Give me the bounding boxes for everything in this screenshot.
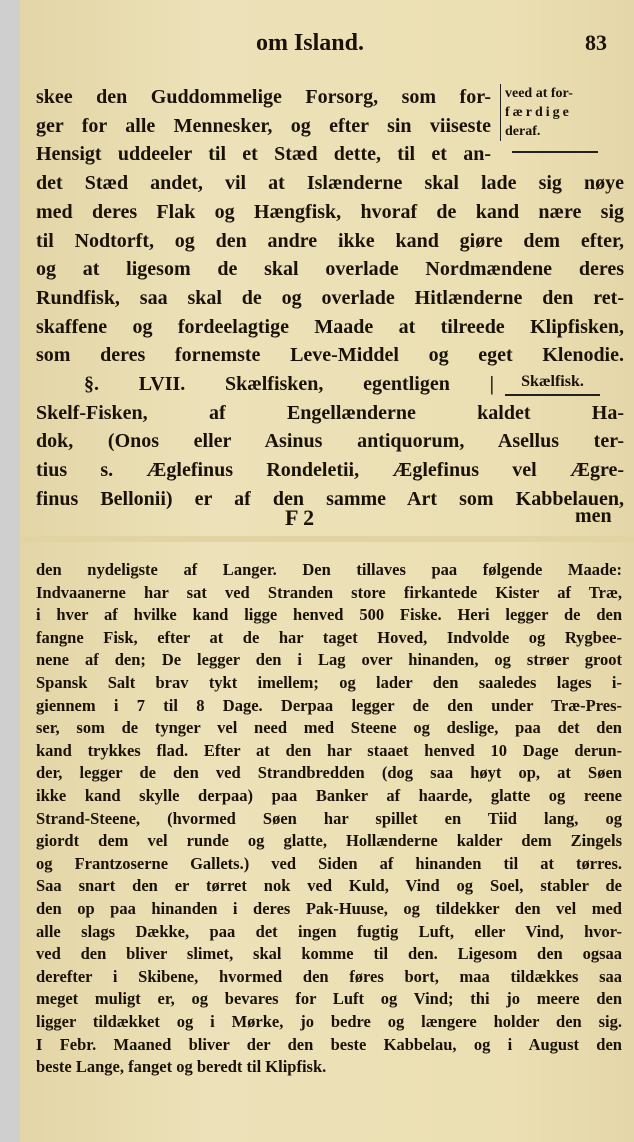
text-line: det Stæd andet, vil at Islænderne skal lade sig nøye xyxy=(36,172,624,195)
text-line: ger for alle Mennesker, og efter sin viiseste xyxy=(36,114,491,137)
text-line: med deres Flak og Hængfisk, hvoraf de kand nære sig xyxy=(36,200,624,223)
margin-note xyxy=(500,84,603,141)
text-line: den nydeligste af Langer. Den tillaves paa følgende Maade: xyxy=(36,560,622,579)
text-line: Strand-Steene, (hvormed Søen har spillet en Tiid lang, og xyxy=(36,808,622,828)
text-line: Rundfisk, saa skal de og overlade Hitlænderne den ret- xyxy=(36,286,624,309)
signature-mark: F 2 xyxy=(285,505,315,530)
text-line: alle slags Dække, paa det ingen fugtig Luft, eller Vind, hvor- xyxy=(36,921,622,941)
text-line: kand trykkes flad. Efter at den har staaet henved 10 Dage derun- xyxy=(36,740,622,760)
text-line: dok, (Onos eller Asinus antiquorum, Asellus ter- xyxy=(36,430,624,453)
text-line: i hver af hvilke kand ligge henved 500 Fiske. Heri legger de den xyxy=(36,605,622,625)
text-line: til Nodtorft, og den andre ikke kand giøre dem efter, xyxy=(36,229,624,252)
text-line: ligger tildækket og i Mørke, jo bedre og længere holder den sig. xyxy=(36,1012,622,1031)
text-line: derefter i Skibene, hvormed den føres bort, maa tildækkes saa xyxy=(36,966,622,986)
text-line: skaffene og fordeelagtige Maade at tilreede Klipfisken, xyxy=(36,315,624,338)
text-line: meget muligt er, og bevares for Luft og Vind; thi jo meere den xyxy=(36,989,622,1009)
text-line: og at ligesom de skal overlade Nordmændene deres xyxy=(36,258,624,281)
text-line: Hensigt uddeeler til et Stæd dette, til et an- xyxy=(36,143,491,166)
text-line: og Frantzoserne Gallets.) ved Siden af hinanden til at tørres. xyxy=(36,853,622,873)
margin-note-line: færdige xyxy=(505,105,572,120)
scan-edge xyxy=(0,0,20,1142)
margin-note-line: veed at for- xyxy=(505,86,573,101)
margin-rule xyxy=(512,151,598,153)
margin-note-skaelfisk: Skælfisk. xyxy=(505,370,600,396)
running-head: om Island. xyxy=(255,30,365,56)
text-line: som deres fornemste Leve-Middel og eget Klenodie. xyxy=(36,344,624,367)
text-line: Indvaanerne har sat ved Stranden store firkantede Kister af Træ, xyxy=(36,582,622,602)
text-line: ikke kand skylle derpaa) paa Banker af haarde, glatte og reene xyxy=(36,786,622,805)
page-number: 83 xyxy=(585,30,607,55)
text-line: tius s. Æglefinus Rondeletii, Æglefinus vel Ægre- xyxy=(36,459,624,482)
text-line: den op paa hinanden i deres Pak-Huuse, og tildekker den vel med xyxy=(36,899,622,918)
text-line: ser, som de tynger vel need med Steene og deslige, paa det den xyxy=(36,718,622,738)
text-line: ved den bliver slimet, skal komme til den. Ligesom den ogsaa xyxy=(36,944,622,964)
text-line: Saa snart den er tørret nok ved Kuld, Vind og Soel, stabler de xyxy=(36,876,622,896)
text-line: giordt dem vel runde og glatte, Hollænderne kalder dem Zingels xyxy=(36,831,622,851)
text-line: nene af den; De legger den i Lag over hinanden, og strøer groot xyxy=(36,650,622,670)
text-line: Spansk Salt brav tykt imellem; og lader den saaledes lages i- xyxy=(36,673,622,692)
margin-note-line: deraf. xyxy=(505,124,541,139)
text-line: I Febr. Maaned bliver der den beste Kabbelau, og i August den xyxy=(36,1034,622,1054)
text-line: giennem i 7 til 8 Dage. Derpaa legger de den under Træ-Pres- xyxy=(36,695,622,715)
catchword: men xyxy=(575,505,612,527)
text-line: skee den Guddommelige Forsorg, som for- xyxy=(36,86,491,108)
text-line: finus Bellonii) er af den samme Art som Kabbelauen, xyxy=(36,487,624,510)
text-line: §. LVII. Skælfisken, egentligen | xyxy=(84,373,494,395)
page-seam xyxy=(20,536,634,542)
text-line: Skelf-Fisken, af Engellænderne kaldet Ha- xyxy=(36,401,624,424)
text-line: beste Lange, fanget og beredt til Klipfisk. xyxy=(36,1057,327,1077)
text-line: der, legger de den ved Strandbredden (dog saa høyt op, at Søen xyxy=(36,763,622,783)
text-line: fangne Fisk, efter at de har taget Hoved, Indvolde og Rygbee- xyxy=(36,627,622,647)
